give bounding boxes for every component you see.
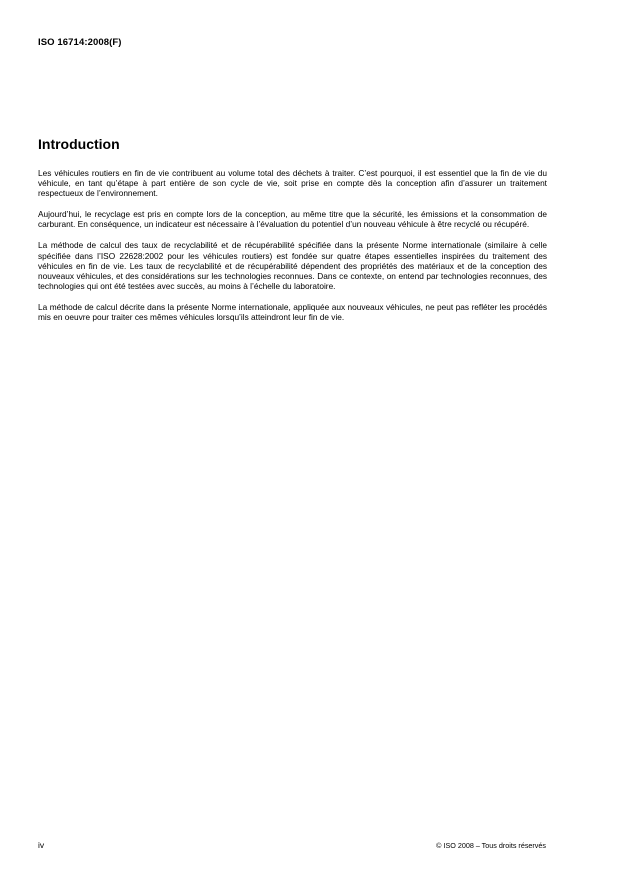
paragraph: Les véhicules routiers en fin de vie contribuent au volume total des déchets à traiter. C’est pourquoi, il est essentiel que la fin de vie du véhicule, en tant qu’étape à part entière de son cycle de vie, soit prise en compte dès la conception afin d’assurer un traitement respectueux de l’environnement. (38, 168, 547, 199)
section-title: Introduction (38, 136, 120, 152)
paragraph: La méthode de calcul décrite dans la présente Norme internationale, appliquée aux nouveaux véhicules, ne peut pas refléter les procédés mis en oeuvre pour traiter ces mêmes véhicules lorsqu’ils atteindront leur fin de vie. (38, 301, 547, 323)
paragraph: Aujourd’hui, le recyclage est pris en compte lors de la conception, au même titre que la sécurité, les émissions et la consommation de carburant. En conséquence, un indicateur est nécessaire à l’évaluation du potentiel d’un nouveau véhicule à être recyclé ou récupéré. (38, 209, 547, 230)
copyright-notice: © ISO 2008 – Tous droits réservés (436, 841, 546, 850)
paragraph: La méthode de calcul des taux de recyclabilité et de récupérabilité spécifiée dans la présente Norme internationale (similaire à celle spécifiée dans l’ISO 22628:2002 pour les véhicules routiers) est fondée sur quatre étapes essentielles inspirées du traitement des véhicules en fin de vie. Les taux de recyclabilité et de récupérabilité dépendent des propriétés des matériaux et de la conception des nouveaux véhicules, et des considérations sur les technologies reconnues. Dans ce contexte, on entend par technologies reconnues, des technologies qui ont été testées avec succès, au moins à l’échelle du laboratoire. (38, 240, 547, 291)
section-body (38, 168, 547, 333)
document-id: ISO 16714:2008(F) (38, 37, 122, 48)
page-number: iv (38, 840, 45, 850)
